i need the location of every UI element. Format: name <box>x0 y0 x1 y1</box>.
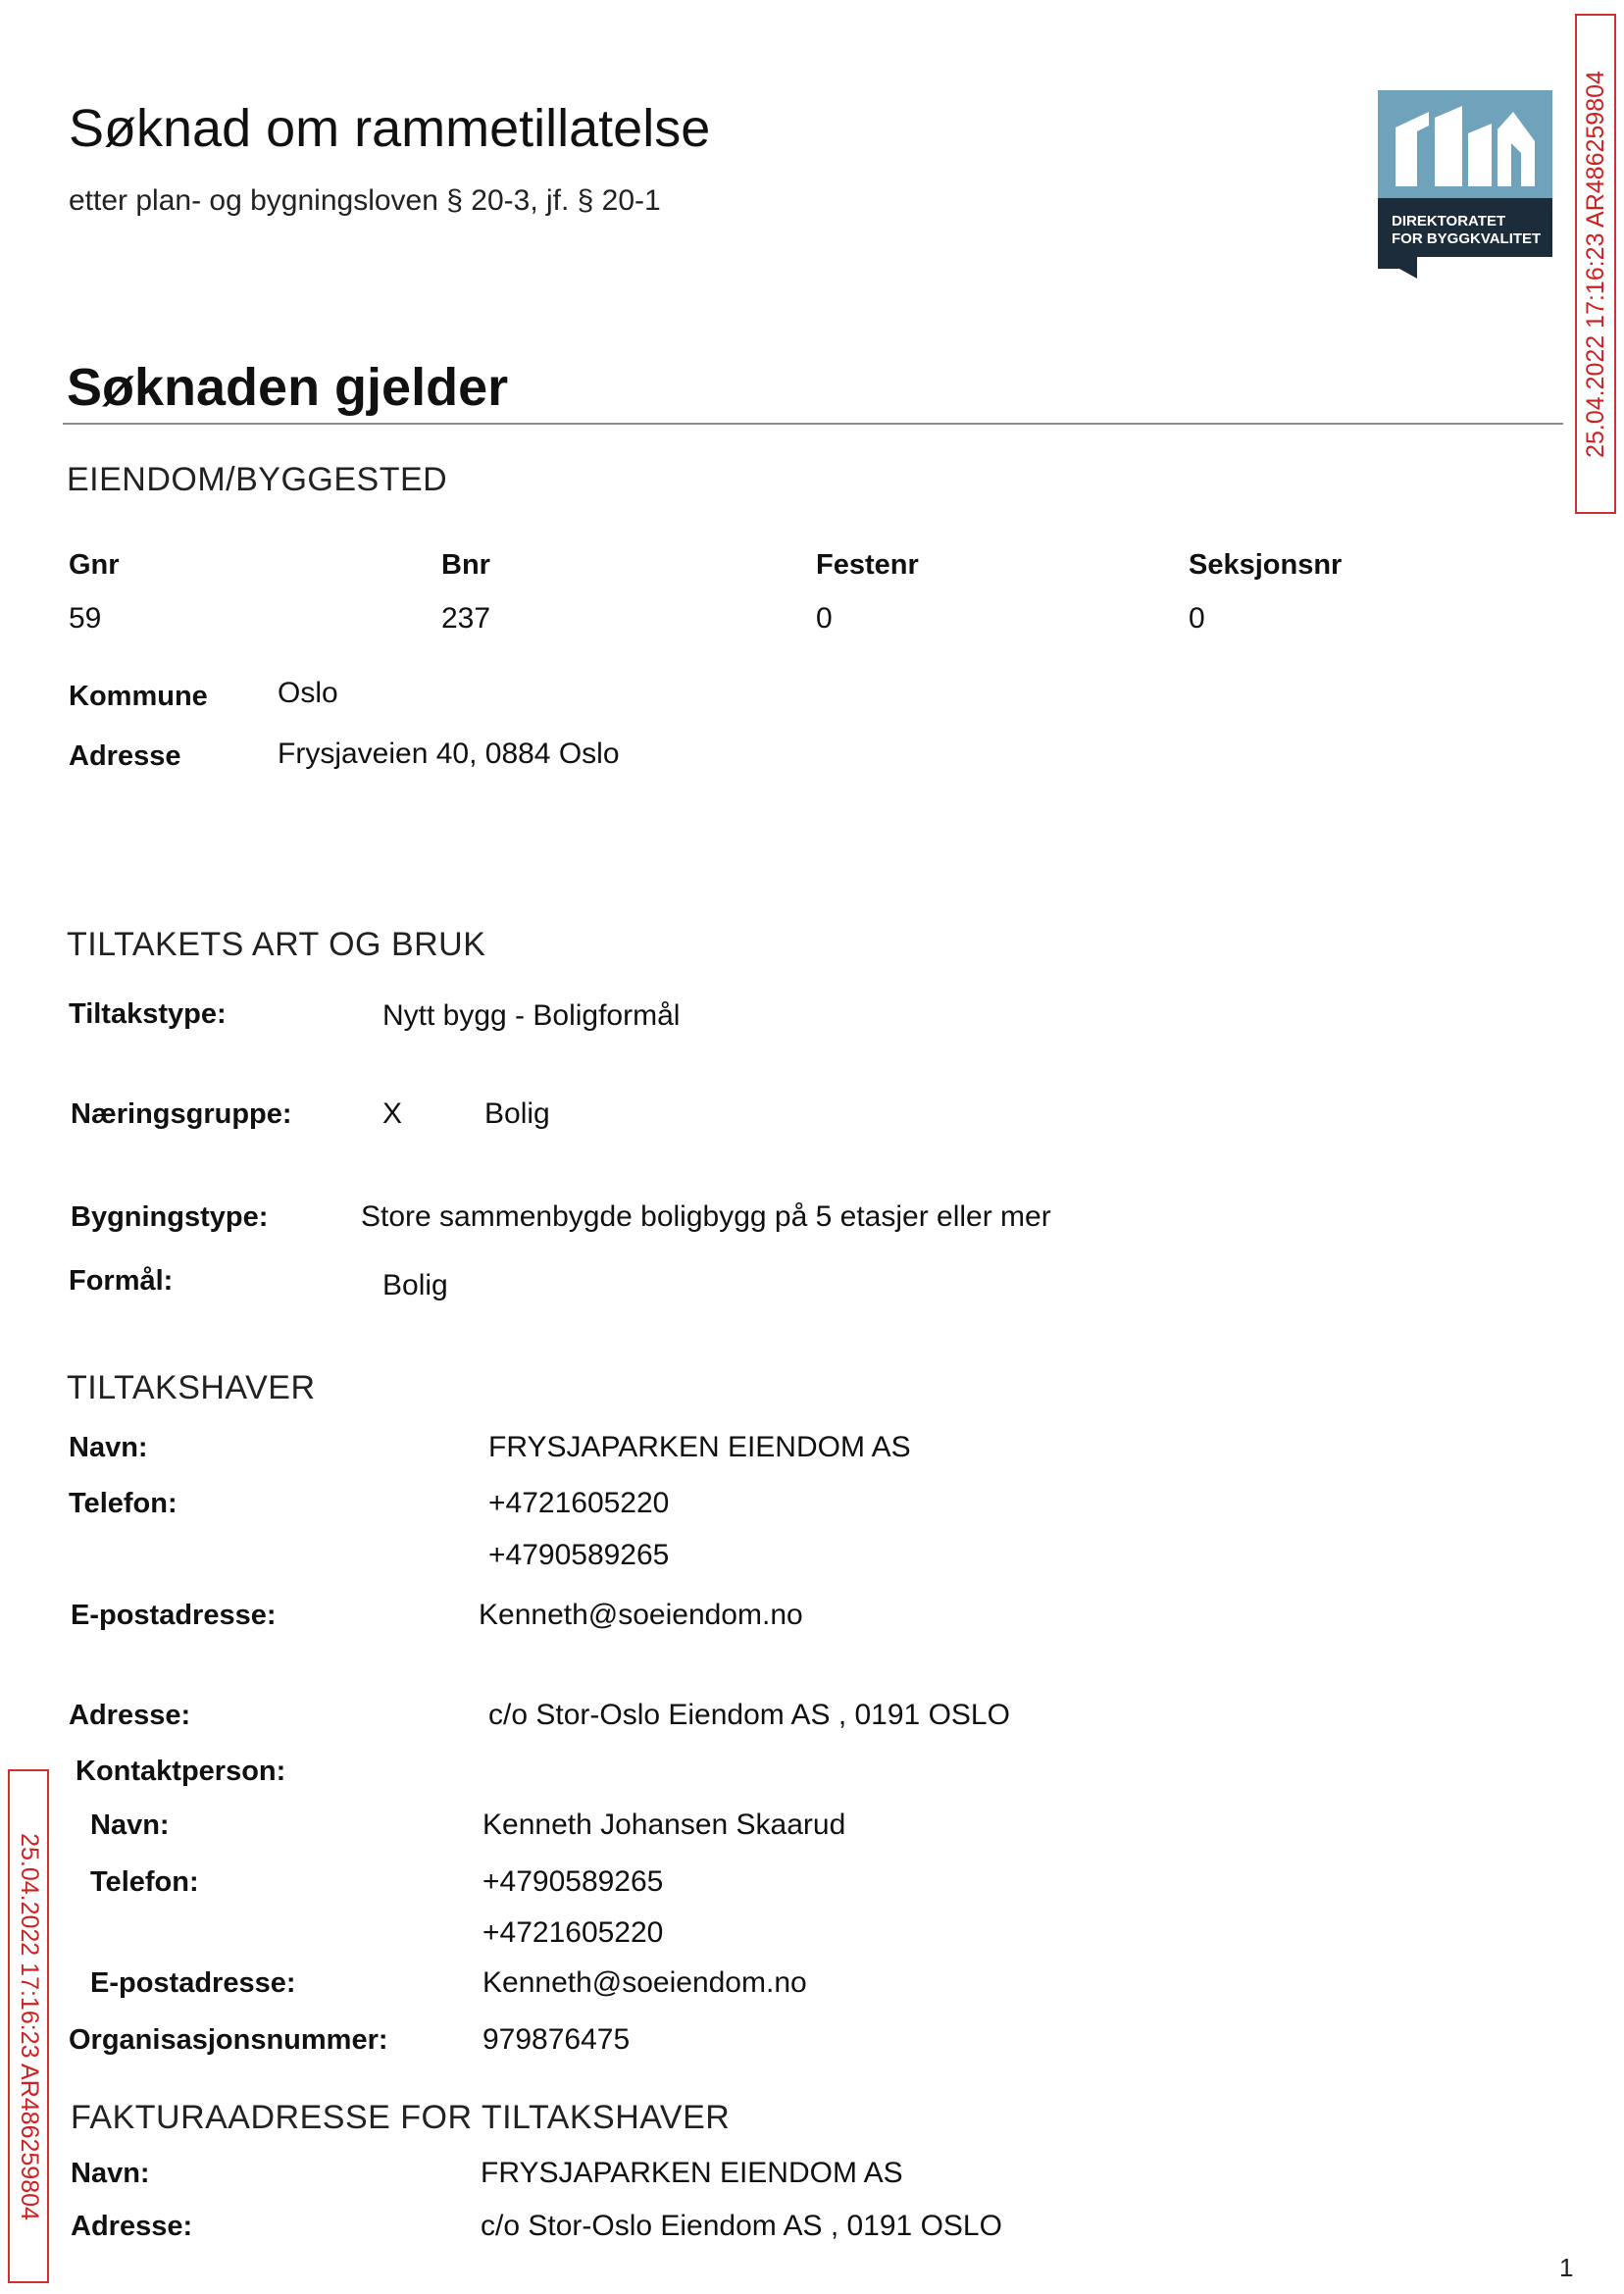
tiltakshaver-telefon-1: +4721605220 <box>488 1487 670 1519</box>
seksjonsnr-value: 0 <box>1189 602 1205 635</box>
tiltak-heading: TILTAKETS ART OG BRUK <box>67 926 486 963</box>
kontaktperson-label: Kontaktperson: <box>76 1756 286 1787</box>
logo-text-line2: FOR BYGGKVALITET <box>1392 230 1542 247</box>
festenr-label: Festenr <box>816 549 919 581</box>
kontakt-telefon-2: +4721605220 <box>482 1916 664 1949</box>
timestamp-stamp-left-text: 25.04.2022 17:16:23 AR486259804 <box>15 1832 43 2220</box>
tiltakshaver-navn-value: FRYSJAPARKEN EIENDOM AS <box>488 1431 911 1463</box>
kontakt-epost-label: E-postadresse: <box>90 1967 296 1999</box>
dibk-logo-graphic <box>1378 90 1552 279</box>
faktura-adresse-value: c/o Stor-Oslo Eiendom AS , 0191 OSLO <box>481 2210 1002 2242</box>
tiltakstype-value: Nytt bygg - Boligformål <box>382 999 681 1032</box>
kontakt-epost-value: Kenneth@soeiendom.no <box>482 1966 807 1999</box>
orgnr-value: 979876475 <box>482 2023 631 2056</box>
page-number: 1 <box>1559 2253 1574 2282</box>
tiltakshaver-adresse-label: Adresse: <box>69 1700 191 1731</box>
naeringsgruppe-label: Næringsgruppe: <box>71 1098 292 1130</box>
document-subtitle: etter plan- og bygningsloven § 20-3, jf. § 20-1 <box>69 184 661 217</box>
tiltakshaver-heading: TILTAKSHAVER <box>67 1369 316 1406</box>
section-title: Søknaden gjelder <box>67 358 509 417</box>
orgnr-label: Organisasjonsnummer: <box>69 2024 388 2056</box>
bygningstype-label: Bygningstype: <box>71 1201 269 1233</box>
bnr-value: 237 <box>441 602 491 635</box>
faktura-navn-label: Navn: <box>71 2158 150 2189</box>
faktura-navn-value: FRYSJAPARKEN EIENDOM AS <box>481 2157 903 2189</box>
gnr-label: Gnr <box>69 549 120 581</box>
kontakt-navn-value: Kenneth Johansen Skaarud <box>482 1809 846 1841</box>
document-title: Søknad om rammetillatelse <box>69 99 711 158</box>
kommune-label: Kommune <box>69 681 208 712</box>
timestamp-stamp-right <box>1575 14 1616 514</box>
eiendom-heading: EIENDOM/BYGGESTED <box>67 461 448 498</box>
seksjonsnr-label: Seksjonsnr <box>1189 549 1343 581</box>
tiltakstype-label: Tiltakstype: <box>69 998 227 1030</box>
tiltakshaver-adresse-value: c/o Stor-Oslo Eiendom AS , 0191 OSLO <box>488 1699 1010 1731</box>
timestamp-stamp-left <box>8 1769 49 2283</box>
tiltakshaver-telefon-2: +4790589265 <box>488 1539 670 1571</box>
formal-label: Formål: <box>69 1265 174 1297</box>
gnr-value: 59 <box>69 602 102 635</box>
kontakt-telefon-1: +4790589265 <box>482 1865 664 1898</box>
naeringsgruppe-value: Bolig <box>484 1097 550 1130</box>
faktura-adresse-label: Adresse: <box>71 2211 193 2242</box>
bnr-label: Bnr <box>441 549 490 581</box>
section-divider <box>63 423 1563 425</box>
festenr-value: 0 <box>816 602 833 635</box>
kontakt-telefon-label: Telefon: <box>90 1866 199 1898</box>
adresse-value: Frysjaveien 40, 0884 Oslo <box>278 738 620 770</box>
tiltakshaver-navn-label: Navn: <box>69 1432 148 1463</box>
dibk-logo <box>1378 90 1552 279</box>
tiltakshaver-epost-value: Kenneth@soeiendom.no <box>479 1599 803 1631</box>
kommune-value: Oslo <box>278 677 338 709</box>
tiltakshaver-epost-label: E-postadresse: <box>71 1600 277 1631</box>
adresse-label: Adresse <box>69 740 181 772</box>
tiltakshaver-telefon-label: Telefon: <box>69 1488 178 1519</box>
naeringsgruppe-code: X <box>382 1097 403 1130</box>
logo-text-line1: DIREKTORATET <box>1392 213 1506 229</box>
timestamp-stamp-right-text: 25.04.2022 17:16:23 AR486259804 <box>1581 70 1609 458</box>
kontakt-navn-label: Navn: <box>90 1810 170 1841</box>
formal-value: Bolig <box>382 1269 448 1301</box>
bygningstype-value: Store sammenbygde boligbygg på 5 etasjer eller mer <box>361 1200 1051 1233</box>
faktura-heading: FAKTURAADRESSE FOR TILTAKSHAVER <box>71 2099 731 2136</box>
